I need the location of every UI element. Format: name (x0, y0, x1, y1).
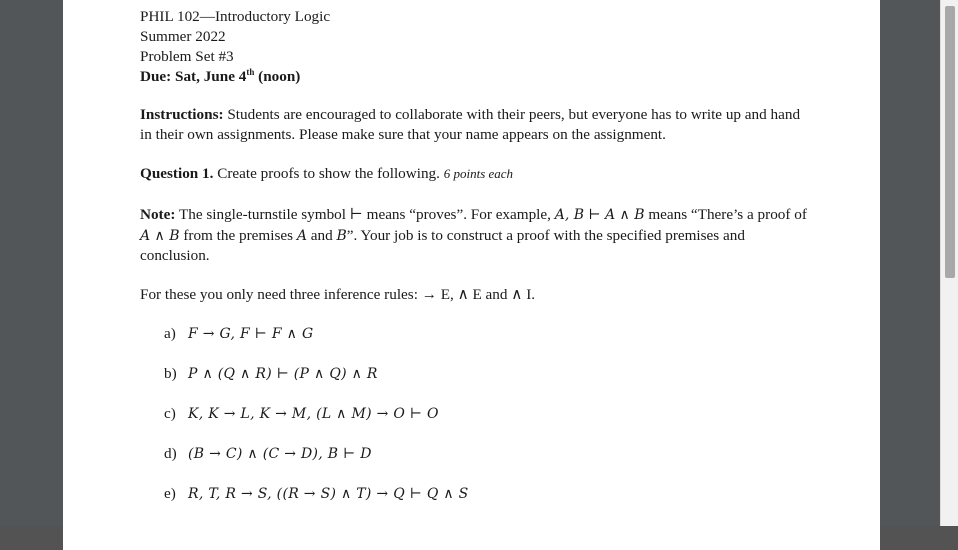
problem-expression: R, T, R → S, ((R → S) ∧ T) → Q ⊢ Q ∧ S (188, 486, 469, 502)
note-text-4: and (306, 226, 337, 244)
scrollbar-thumb[interactable] (945, 6, 955, 278)
due-date-sup: th (246, 66, 255, 77)
note-text-5: ”. Your job is to construct a proof with the specified premises and conclusion. (140, 226, 745, 264)
note-label: Note: (140, 206, 176, 223)
due-date (140, 68, 300, 86)
document-page (63, 0, 880, 550)
problem-label: e) (164, 485, 176, 502)
note-math-2: A ∧ B (140, 227, 180, 244)
vertical-scrollbar[interactable] (940, 0, 958, 526)
note-text-3: from the premises (179, 226, 297, 244)
question-1-points: 6 points each (443, 166, 514, 181)
problem-label: d) (164, 445, 177, 462)
question-1-label: Question 1. (140, 165, 214, 182)
problem-e (164, 484, 469, 504)
problem-a (164, 324, 313, 344)
rules-line: For these you only need three inference rules: → E, ∧ E and ∧ I. (140, 286, 536, 303)
instructions-label: Instructions: (140, 106, 224, 123)
term: Summer 2022 (140, 28, 226, 45)
due-date-prefix: Due: Sat, June 4 (140, 68, 247, 85)
note-text-1: The single-turnstile symbol ⊢ means “proves”. For example, (175, 206, 555, 223)
instructions-paragraph (140, 105, 812, 144)
note-paragraph (140, 205, 812, 266)
note-text-2: means “There’s a proof of (644, 206, 807, 223)
problem-expression: K, K → L, K → M, (L ∧ M) → O ⊢ O (188, 406, 439, 422)
question-1 (140, 164, 812, 184)
problem-c (164, 404, 439, 424)
problem-b (164, 364, 378, 384)
instructions-text: Students are encouraged to collaborate with their peers, but everyone has to write up and hand in their own assignments. Please make sure that your name appears on the assignment. (140, 106, 801, 143)
note-math-1: A, B ⊢ A ∧ B (554, 207, 645, 223)
problem-expression: F → G, F ⊢ F ∧ G (188, 326, 314, 342)
note-math-3: A (296, 227, 307, 244)
problem-label: a) (164, 325, 176, 342)
problem-label: b) (164, 365, 177, 382)
note-math-4: B (336, 227, 347, 244)
problem-expression: P ∧ (Q ∧ R) ⊢ (P ∧ Q) ∧ R (188, 366, 378, 382)
problem-label: c) (164, 405, 176, 422)
course-title: PHIL 102—Introductory Logic (140, 8, 331, 25)
problem-d (164, 444, 372, 464)
question-1-text: Create proofs to show the following. (213, 165, 444, 182)
problem-set-title: Problem Set #3 (140, 48, 234, 65)
due-date-suffix: (noon) (254, 68, 301, 85)
problem-expression: (B → C) ∧ (C → D), B ⊢ D (188, 446, 372, 462)
